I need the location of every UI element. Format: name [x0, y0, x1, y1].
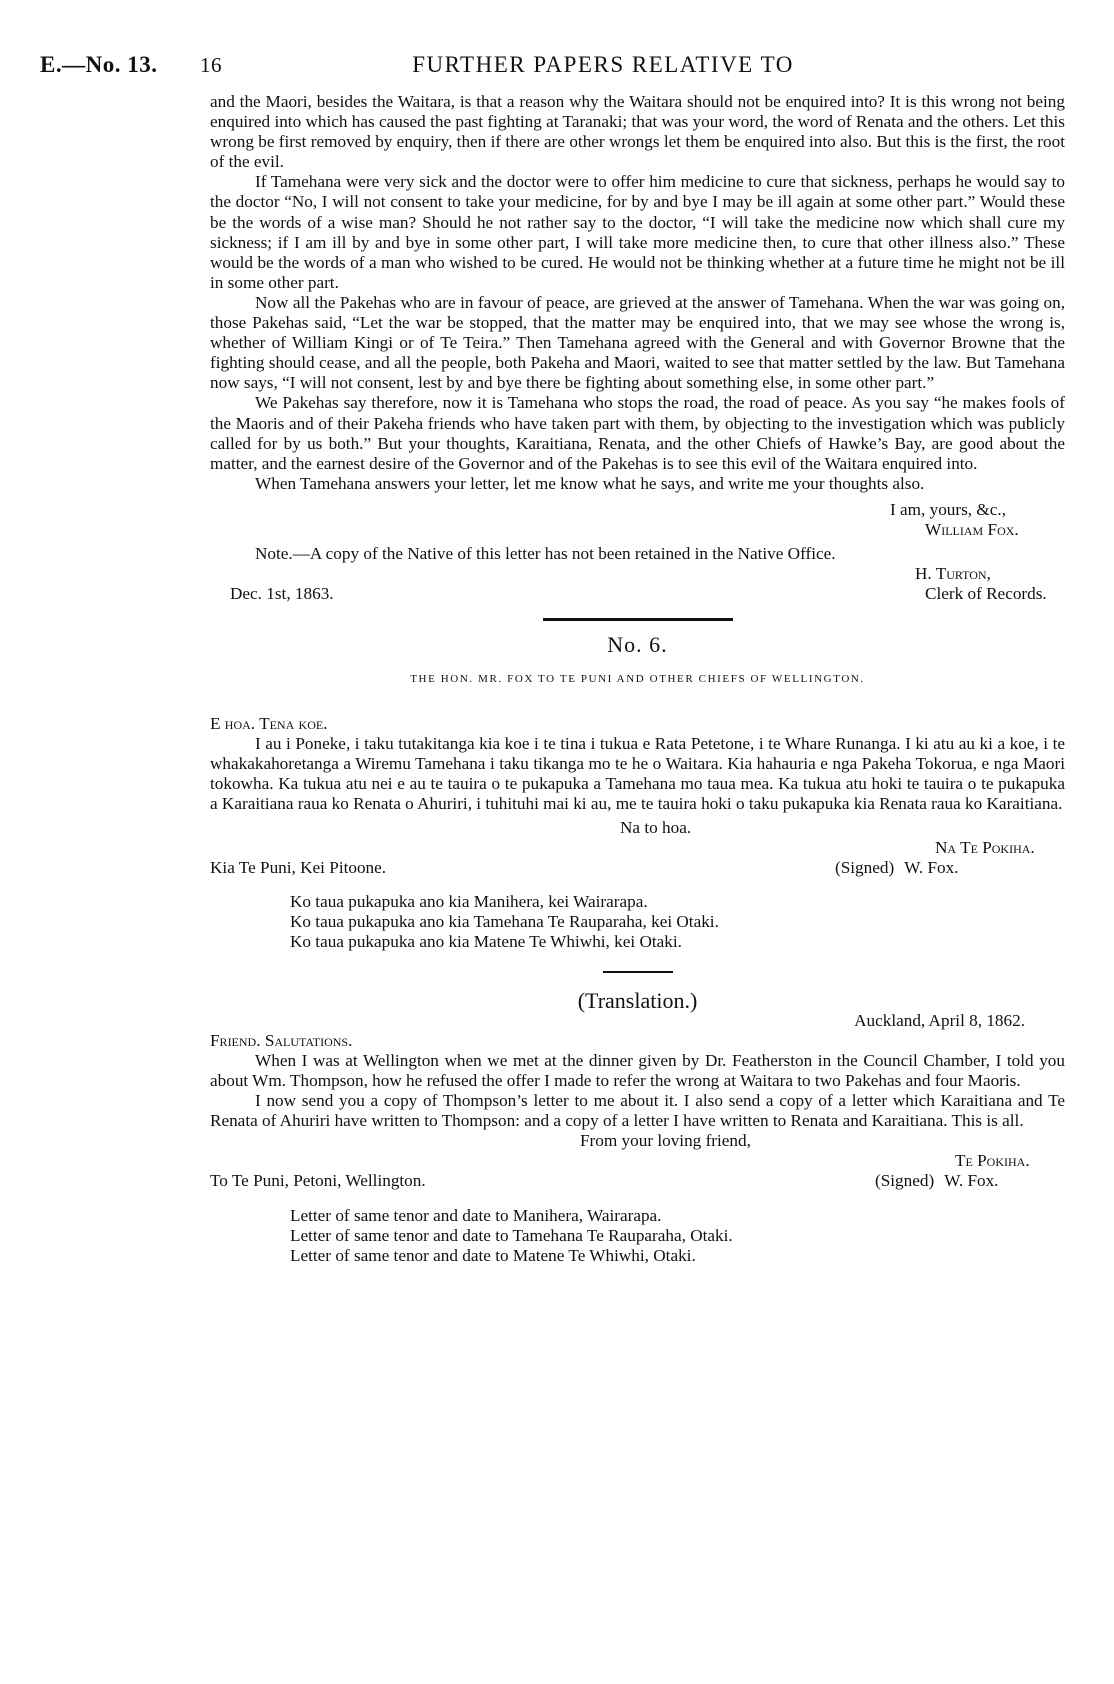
letter1-signature [890, 500, 1065, 540]
maori-closing: Na to hoa. [620, 818, 692, 837]
section-number: No. 6. [607, 632, 668, 658]
page-header [40, 52, 1066, 92]
translation-paragraph: I now send you a copy of Thompson’s letter to me about it. I also send a copy of a letter which Karaitiana and Te Renata of Ahuriri have written to Thompson: and a copy of a letter I have written to Renata and Karaitiana. This is all. [210, 1091, 1065, 1131]
letter1-paragraph: When Tamehana answers your letter, let me know what he says, and write me your thoughts also. [255, 473, 925, 493]
maori-sign-name: Na Te Pokiha. [935, 838, 1035, 858]
translation-signed [875, 1171, 1065, 1191]
clerk-title: Clerk of Records. [925, 584, 1047, 604]
section-heading: THE HON. MR. FOX TO TE PUNI AND OTHER CHIEFS OF WELLINGTON. [410, 673, 865, 686]
letter1-note: Note.—A copy of the Native of this letter has not been retained in the Native Office. [255, 544, 836, 564]
letter1-paragraph: Now all the Pakehas who are in favour of peace, are grieved at the answer of Tamehana. When the war was going on, those Pakehas said, “Let the war be stopped, that the matter may be enquired into, that we may see whose the wrong is, whether of William Kingi or of Te Teira.” Then Tamehana agreed with the General and with Governor Browne that the fighting should cease, and all the people, both Pakeha and Maori, waited to see that matter settled by the law. But Tamehana now says, “I will not consent, lest by and bye there be fighting about something else, in some other part.” [210, 292, 1065, 393]
translation-title: (Translation.) [577, 987, 698, 1013]
signed-label: (Signed) [835, 858, 895, 878]
list-item: Ko taua pukapuka ano kia Matene Te Whiwhi, kei Otaki. [290, 932, 682, 952]
list-item: Letter of same tenor and date to Tamehana Te Rauparaha, Otaki. [290, 1225, 733, 1245]
translation-sign-name: Te Pokiha. [955, 1151, 1030, 1171]
maori-paragraph: I au i Poneke, i taku tutakitanga kia koe i te tina i tukua e Rata Petetone, i te Whare Runanga. I ki atu au ki a koe, i te whakakahoretanga a Wiremu Tamehana i taku tikanga mo te he o Waitara. Kia hahauria e nga Pakeha Tokorua, e nga Maori tokowha. Ka tukua atu nei e au te tauira o te pukapuka a Tamehana mo taua mea. Ka tukua atu hoki te tauira o te pukapuka a Karaitiana raua ko Renata o Ahuriri, i tuhituhi mai ki au, me te tauira hoki o taku pukapuka kia Renata raua ko Karaitiana. [210, 733, 1065, 813]
translation-paragraph: When I was at Wellington when we met at the dinner given by Dr. Featherston in the Council Chamber, I told you about Wm. Thompson, how he refused the offer I made to refer the wrong at Waitara to two Pakehas and four Maoris. [210, 1050, 1065, 1090]
translation-addressee: To Te Puni, Petoni, Wellington. [210, 1171, 426, 1191]
translation-place-date: Auckland, April 8, 1862. [854, 1010, 1025, 1030]
maori-addressee: Kia Te Puni, Kei Pitoone. [210, 858, 387, 878]
clerk-name: H. Turton, [915, 564, 991, 584]
maori-signature-row [210, 858, 1065, 878]
maori-salutation: E hoa. Tena koe. [210, 713, 328, 733]
letter1-date: Dec. 1st, 1863. [230, 584, 334, 604]
maori-signed [835, 858, 1065, 878]
section-divider [543, 618, 733, 621]
letter1-paragraph: If Tamehana were very sick and the doctor were to offer him medicine to cure that sickness, perhaps he would say to the doctor “No, I will not consent to take your medicine, for by and bye I may be ill again at some other part.” Would these be the words of a wise man? Should he not rather say to the doctor, “I will take the medicine now which shall cure my sickness; if I am ill by and bye in some other part, I will take more medicine then, to cure that other illness also.” These would be the words of a man who wished to be cured. He would not be thinking whether at a future time he might not be ill in some other part. [210, 172, 1065, 292]
translation-copies-list [290, 1206, 1065, 1266]
list-item: Ko taua pukapuka ano kia Manihera, kei Wairarapa. [290, 892, 648, 912]
letter1-paragraph: We Pakehas say therefore, now it is Tamehana who stops the road, the road of peace. As you say “he makes fools of the Maoris and of their Pakeha friends who have taken part with them, by objecting to the investigation which was publicly called for by us both.” But your thoughts, Karaitiana, Renata, and the other Chiefs of Hawke’s Bay, are good about the matter, and the earnest desire of the Governor and of the Pakehas is to see this evil of the Waitara enquired into. [210, 393, 1065, 473]
document-reference: E.—No. 13. [40, 52, 158, 77]
running-title: FURTHER PAPERS RELATIVE TO [412, 52, 794, 77]
list-item: Letter of same tenor and date to Matene Te Whiwhi, Otaki. [290, 1245, 696, 1265]
list-item: Ko taua pukapuka ano kia Tamehana Te Rauparaha, kei Otaki. [290, 912, 719, 932]
translation-salutation: Friend. Salutations. [210, 1030, 353, 1050]
translation-divider [603, 971, 673, 973]
letter1-footer [210, 564, 1065, 604]
signed-name: W. Fox. [944, 1171, 999, 1191]
signed-label: (Signed) [875, 1171, 935, 1191]
letter1-closing: I am, yours, &c., [890, 499, 1006, 519]
translation-signature-row [210, 1171, 1065, 1191]
letter1-paragraph: and the Maori, besides the Waitara, is that a reason why the Waitara should not be enquired into? It is this wrong not being enquired into which has caused the past fighting at Taranaki; that was your word, the word of Renata and the others. Let this wrong be first removed by enquiry, then if there are other wrongs let them be enquired into also. But this is the first, the root of the evil. [210, 92, 1065, 172]
translation-closing: From your loving friend, [580, 1131, 751, 1151]
maori-copies-list [290, 892, 1065, 952]
page-body [210, 92, 1065, 1266]
page-number: 16 [200, 53, 222, 77]
list-item: Letter of same tenor and date to Manihera, Wairarapa. [290, 1205, 662, 1225]
signed-name: W. Fox. [904, 858, 959, 878]
clerk-block [915, 564, 1065, 604]
letter1-signer: William Fox. [925, 519, 1019, 539]
